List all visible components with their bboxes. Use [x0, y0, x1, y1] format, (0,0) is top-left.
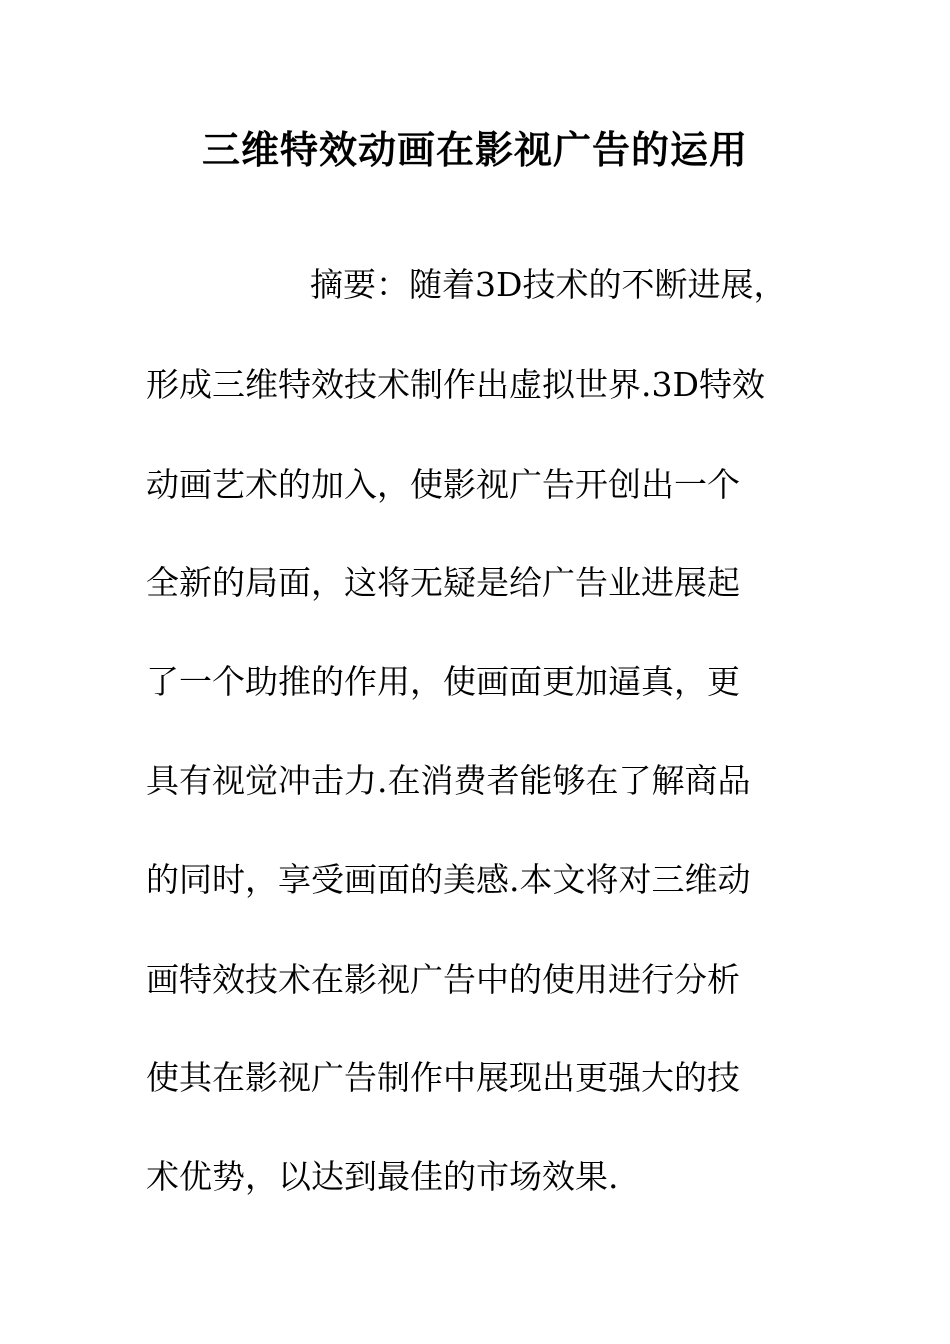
abstract-line: 全新的局面，这将无疑是给广告业进展起 — [146, 563, 740, 602]
abstract-line: 具有视觉冲击力.在消费者能够在了解商品 — [146, 761, 751, 800]
abstract-line: 形成三维特效技术制作出虚拟世界.3D特效 — [146, 365, 765, 404]
abstract-line: 了一个助推的作用，使画面更加逼真，更 — [146, 662, 740, 701]
abstract-line: 术优势，以达到最佳的市场效果. — [146, 1157, 619, 1196]
abstract-line: 的同时，享受画面的美感.本文将对三维动 — [146, 860, 751, 899]
abstract-line: 摘要：随着3D技术的不断进展， — [310, 265, 787, 304]
abstract-line: 动画艺术的加入，使影视广告开创出一个 — [146, 465, 740, 504]
abstract-line: 画特效技术在影视广告中的使用进行分析 — [146, 960, 740, 999]
abstract-line: 使其在影视广告制作中展现出更强大的技 — [146, 1058, 740, 1097]
document-title: 三维特效动画在影视广告的运用 — [201, 128, 748, 172]
